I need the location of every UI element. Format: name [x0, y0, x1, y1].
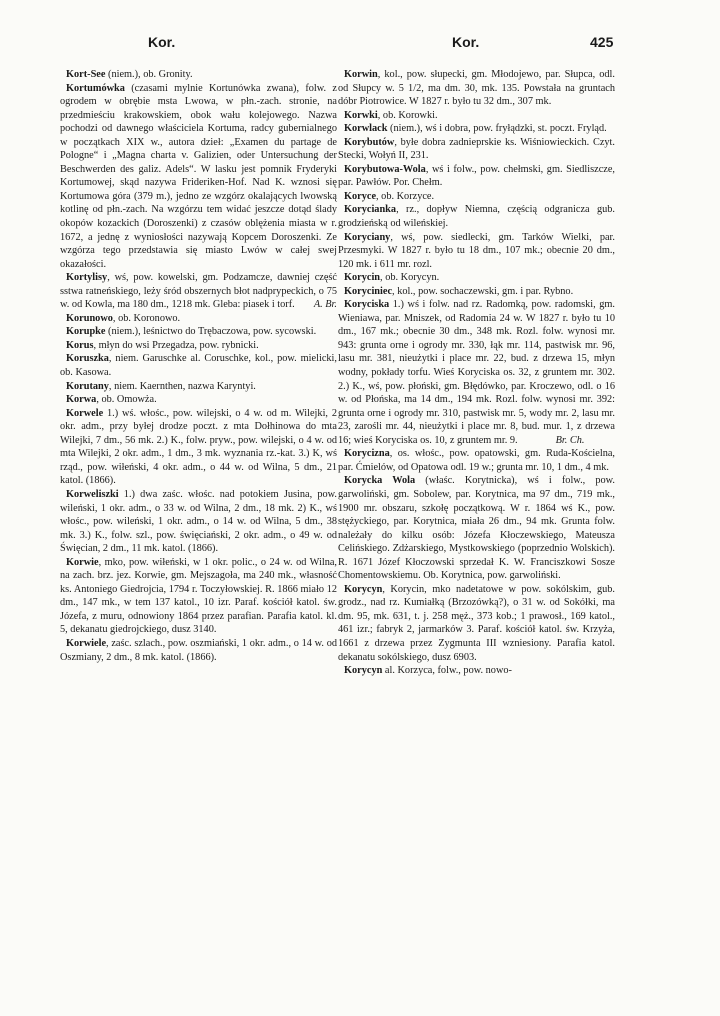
entry-headword: Korycizna [344, 448, 390, 460]
entry-text: , byłe dobra zadnieprskie ks. Wiśniowieckich. Czyt. Stecki, Wołyń II, 231. [338, 136, 615, 162]
entry-text: 1.) wś i folw. nad rz. Radomką, pow. radomski, gm. Wieniawa, par. Mniszek, od Radomia 24 w. W 1827 r. było tu 10 dm., 167 mk.; obecnie 30 dm., 348 mk. Rozl. folw. wynosi mr. 943: grunta orne i ogrody mr. 330, łąk mr. 114, pastwisk mr. 96, lasu mr. 381, nieużytki i place mr. 22, bud. z drzewa 15, młyn wodny, pokłady torfu. Wieś Koryciska os. 32, z gruntem mr. 302. 2.) K., wś, pow. płoński, gm. Błędówko, par. Kroczewo, odl. o 16 w. od Płońska, ma 14 dm., 194 mk. Rozl. folw. wynosi mr. 392: grunta orne i ogrody mr. 310, pastwisk mr. 5, wody mr. 2, lasu mr. 23, zarośli mr. 44, nieużytki i place mr. 8, bud. mur. 1, z drzewa 16; wieś Koryciska os. 10, z gruntem mr. 9. [338, 299, 615, 446]
entry-headword: Korweliszki [66, 488, 119, 500]
entry-headword: Korybutowa-Wola [344, 163, 426, 175]
entry [338, 190, 615, 204]
running-head-left: Kor. [148, 34, 176, 50]
entry-headword: Koryce [344, 190, 377, 202]
entry [338, 285, 615, 299]
entry-text: , kol., pow. sochaczewski, gm. i par. Rybno. [392, 285, 574, 297]
entry [60, 637, 337, 664]
entry [60, 271, 337, 312]
entry-headword: Koryciany [344, 231, 391, 243]
entry-headword: Korycyn [344, 665, 383, 677]
entry-text: (właśc. Korytnicka), wś i folw., pow. garwoliński, gm. Sobolew, par. Korytnica, ma 97 dm., 719 mk., 1900 mr. obszaru, szkołę początkową. W r. 1864 wś K., pow. stężyckiego, par. Korytnica, miała 26 dm., 94 mk. Grunta folw. należały do kilku osób: Józefa Kłoczewskiego, Mateusza Celińskiego. Zdżarskiego, Mystkowskiego (poprzednio Wolskich). R. 1671 Józef Kłoczowski sprzedał K. W. Franciszkowi Sosze Chomentowskiemu. Ob. Korytnica, pow. garwoliński. [338, 475, 615, 582]
entry-headword: Korycka Wola [344, 475, 416, 487]
entry-text: (niem.), ob. Gronity. [105, 69, 193, 80]
entry-headword: Kortumówka [66, 82, 125, 94]
entry-text: 1.) wś. włośc., pow. wilejski, o 4 w. od m. Wilejki, 2 okr. adm., przy byłej drodze poczt. z mta Dołhinowa do mta Wilejki, 7 dm., 56 mk. 2.) K., folw. pryw., pow. wilejski, o 4 w. od mta Wilejki, 2 okr. adm., 1 dm., 3 mk. wyznania rz.-kat. 3.) K, wś rząd., pow. wiłeński, 4 okr. adm., o 44 w. od Wilna, 5 dm., 21 katol. (1866). [60, 407, 337, 487]
entry-headword: Korycianka [344, 204, 397, 216]
entry [338, 203, 615, 230]
entry-text: , niem. Kaernthen, nazwa Karyntyi. [108, 380, 256, 392]
entry-headword: Korwlack [344, 123, 388, 135]
entry [338, 163, 615, 190]
entry [338, 231, 615, 272]
entry-headword: Kort-See [66, 69, 106, 80]
author-signature: A. Br. [313, 299, 337, 311]
entry-text: , os. włośc., pow. opatowski, gm. Ruda-Kościelna, par. Ćmielów, od Opatowa odl. 19 w.; grunta mr. 10, 1 dm., 4 mk. [338, 448, 615, 473]
entry-headword: Korwin [344, 69, 378, 80]
entry [60, 312, 337, 326]
entry-text: , zaśc. szlach., pow. oszmiański, 1 okr. adm., o 14 w. od Oszmiany, 2 dm., 8 mk. katol. (1866). [60, 637, 337, 663]
entry-headword: Korycin [344, 272, 381, 284]
entry-text: , rz., dopływ Niemna, częścią odgranicza gub. grodzieńską od wileńskiej. [338, 204, 615, 230]
entry-headword: Koryciska [344, 299, 390, 311]
entry [60, 393, 337, 407]
entry-headword: Korycyn [344, 583, 383, 595]
entry-headword: Korwa [66, 394, 97, 406]
entry [60, 68, 337, 82]
entry-text: , ob. Korowki. [377, 109, 438, 121]
entry-text: 1.) dwa zaśc. włośc. nad potokiem Jusina, pow. wileński, 1 okr. adm., o 33 w. od Wilna, 2 dm., 18 mk. 2) K., wś włośc., pow. wileński, 1 okr. adm., o 14 w. od Wilna, 5 dm., 38 mk. 3.) K., folw. szl., pow. święciański, 2 okr. adm., o 49 w. od Święcian, 2 dm., 11 mk. katol. (1866). [60, 488, 337, 555]
entry-headword: Korus [66, 339, 94, 351]
entry [338, 474, 615, 582]
entry [338, 122, 615, 136]
entry-text: (czasami mylnie Kortunówka zwana), folw. z ogrodem w obrębie msta Lwowa, w płn.-zach. stronie, na przedmieściu krakowskiem, obok wału kolejowego. Nazwa pochodzi od dawnego właściciela Kortuma, radcy gubernialnego w początkach XIX w., autora dzieł: „Examen du partage de Pologne“ i „Magna charta v. Galizien, oder Untersuchung der Beschwerden des galiz. Adels“. W lasku jest pomnik Fryderyki Kortumowej, skąd nazywa Frideriken-Hof. Nad K. wznosi się Kortumowa góra (379 m.), jedno ze wzgórz okalających lwowską kotlinę od płn.-zach. Na wzgórzu tem widać jeszcze dotąd ślady okopów kozackich (Doroszenki) z czasów oblężenia miasta w r. 1672, a jednę z wyniosłości nazywają Kopcem Doroszenki. Ze wzgórza tego przedstawia się miasto Lwów w całej swej okazałości. [60, 82, 337, 270]
entry-text: , mko, pow. wiłeński, w 1 okr. polic., o 24 w. od Wilna, na zach. brz. jez. Korwie, gm. Mejszagoła, ma 240 mk., własność ks. Antoniego Giedrojcia, 1794 r. Toczyłowskiej. R. 1866 miało 12 dm., 147 mk., w tem 137 katol., 10 izr. Paraf. kościół katol. św. Józefa, z muru, odnowiony 1864 przez parafian. Parafia katol. kl. 5, dekanatu giedrojckiego, dusz 3140. [60, 556, 337, 636]
entry [338, 136, 615, 163]
entry-headword: Korybutów [344, 136, 395, 148]
entry [60, 380, 337, 394]
entry-text: , niem. Garuschke al. Coruschke, kol., pow. mielicki, ob. Kasowa. [60, 353, 337, 379]
entry-headword: Koruszka [66, 353, 109, 365]
entry [338, 68, 615, 109]
entry-headword: Korwki [344, 109, 378, 121]
entry [60, 352, 337, 379]
author-signature: Br. Ch. [555, 434, 585, 446]
entry [60, 556, 337, 637]
entry-headword: Korunowo [66, 312, 113, 324]
entry-text: , ob. Koronowo. [112, 312, 181, 324]
entry-text: (niem.), leśnictwo do Trębaczowa, pow. sycowski. [105, 326, 317, 338]
entry-headword: Kortylisy [66, 272, 108, 284]
entry [338, 298, 615, 447]
entry-text: , kol., pow. słupecki, gm. Młodojewo, par. Słupca, odl. od Słupcy w. 5 1/2, ma dm. 30, mk. 135. Powstała na gruntach dóbr Piotrowice. W 1827 r. było tu 32 dm., 307 mk. [338, 69, 615, 108]
entry [338, 447, 615, 474]
entry [338, 664, 615, 678]
entry [60, 488, 337, 556]
entry-headword: Korwiele [66, 637, 107, 649]
entry-headword: Korwele [66, 407, 104, 419]
entry-text: , ob. Korycyn. [380, 272, 440, 284]
entry [60, 407, 337, 488]
entry [60, 82, 337, 272]
entry [60, 325, 337, 339]
entry-headword: Korwie [66, 556, 99, 568]
entry-text: , wś i folw., pow. chełmski, gm. Siedliszcze, par. Pawłów. Por. Chełm. [338, 163, 615, 189]
entry [338, 583, 615, 664]
entry-headword: Korupke [66, 326, 106, 338]
running-head-center: Kor. [452, 34, 480, 50]
left-column [60, 68, 337, 664]
entry-text: , młyn do wsi Przegadza, pow. rybnicki. [93, 339, 259, 351]
page-number: 425 [590, 34, 614, 50]
entry-headword: Koryciniec [344, 285, 393, 297]
entry-text: , ob. Korzyce. [376, 190, 435, 202]
entry-text: (niem.), wś i dobra, pow. fryłądzki, st. poczt. Fryląd. [387, 123, 607, 135]
right-column [338, 68, 615, 678]
entry-text: , ob. Omowża. [96, 394, 157, 406]
entry [338, 109, 615, 123]
entry [60, 339, 337, 353]
entry-text: , wś, pow. siedlecki, gm. Tarków Wielki, par. Przesmyki. W 1827 r. było tu 18 dm., 107 mk.; obecnie 20 dm., 120 mk. i 611 mr. rozl. [338, 231, 615, 270]
entry-headword: Korutany [66, 380, 109, 392]
entry [338, 271, 615, 285]
entry-text: al. Korzyca, folw., pow. nowo- [382, 665, 512, 677]
entry-text: , Korycin, mko nadetatowe w pow. sokólskim, gub. grodz., nad rz. Kumiałką (Brzozówką?), o 31 w. od Sokółki, ma dm. 95, mk. 631, t. j. 258 męż., 373 kob.; 1 prawosł., 169 katol., 461 izr.; fabryk 2, jarmarków 3. Paraf. kościół katol. św. Krzyża, 1661 z drzewa przez Zygmunta III wzniesiony. Parafia katol. dekanatu sokólskiego, dusz 6903. [338, 583, 615, 663]
entry-text: , wś, pow. kowelski, gm. Podzamcze, dawniej część sstwa ratneńskiego, leży śród obszernych błot nadprypeckich, o 75 w. od Kowla, ma 180 dm., 1218 mk. Gleba: piasek i torf. [60, 272, 337, 311]
